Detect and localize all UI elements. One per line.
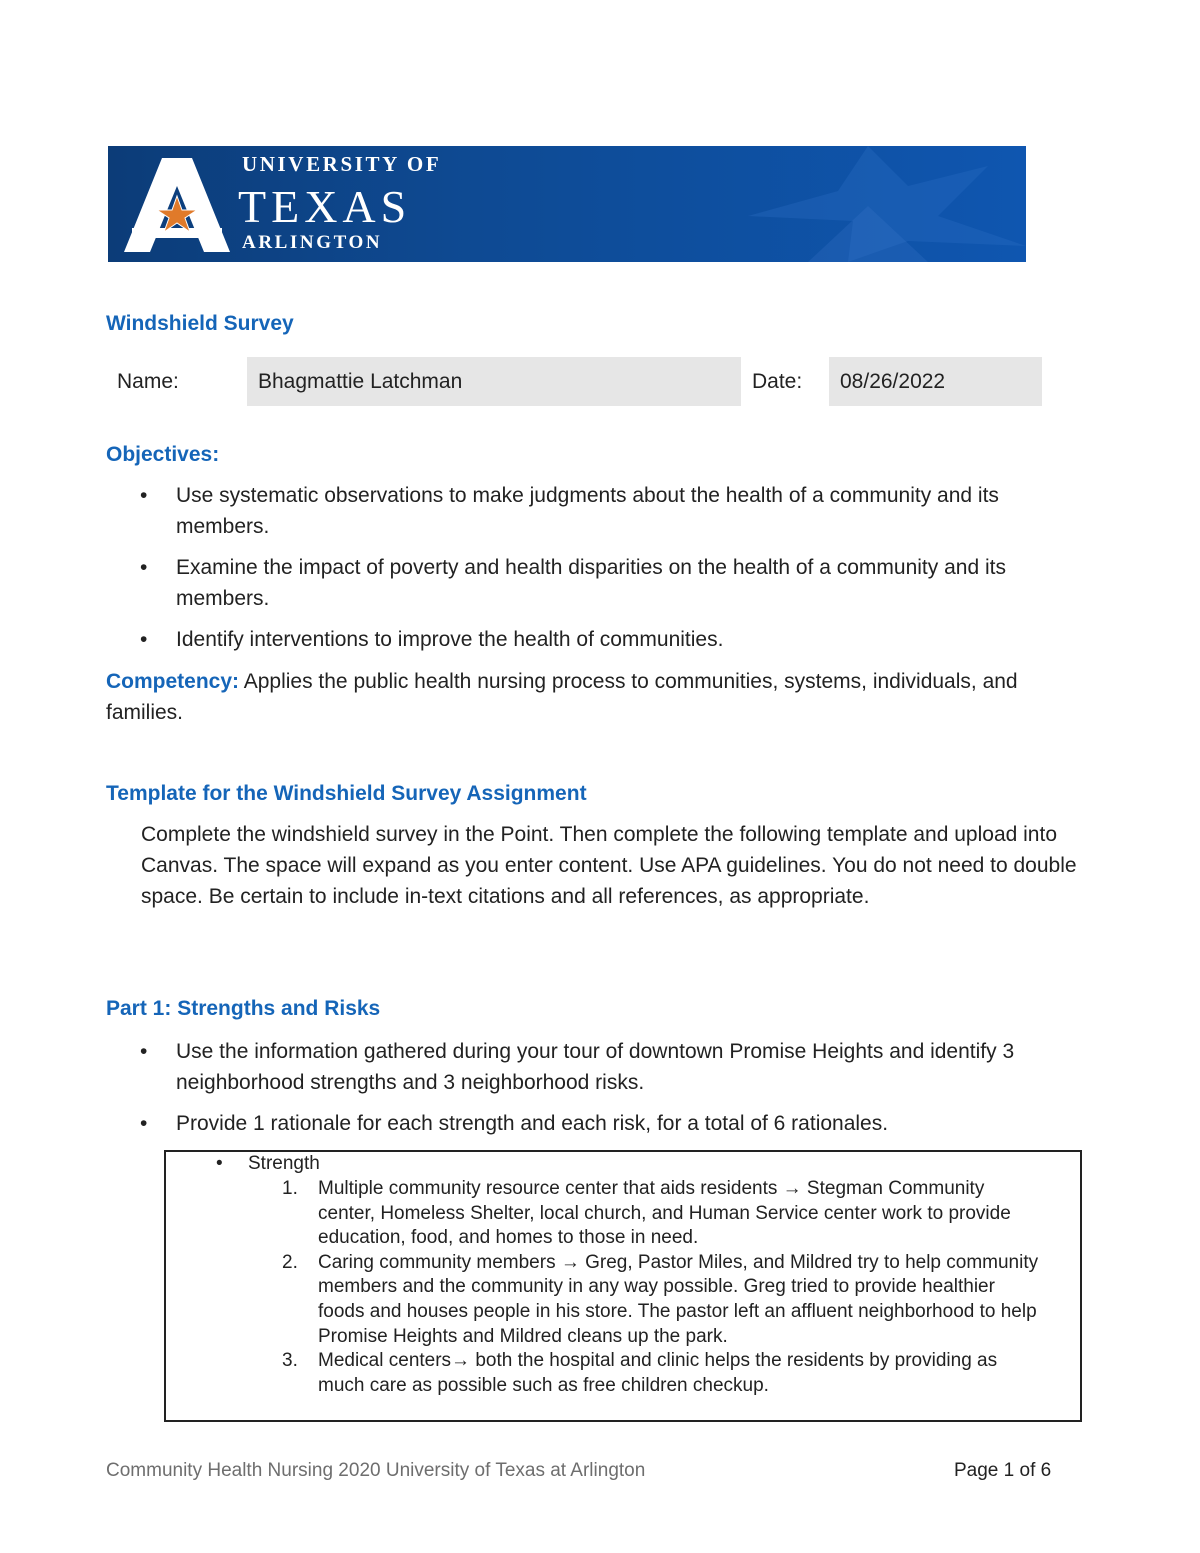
- objectives-heading: Objectives:: [106, 443, 220, 466]
- competency-paragraph: [106, 666, 1096, 728]
- list-item: • Use the information gathered during your tour of downtown Promise Heights and identify 3 neighborhood strengths and 3 neighborhood risks.: [106, 1036, 1096, 1098]
- footer-course-name: Community Health Nursing 2020 University of Texas at Arlington: [106, 1460, 646, 1481]
- list-item: [282, 1349, 1042, 1398]
- strength-heading: Strength: [248, 1153, 320, 1174]
- date-field[interactable]: 08/26/2022: [829, 357, 1042, 406]
- list-item: • Provide 1 rationale for each strength and each risk, for a total of 6 rationales.: [106, 1108, 1096, 1139]
- template-heading: Template for the Windshield Survey Assignment: [106, 782, 587, 805]
- university-banner: [108, 146, 1026, 262]
- uta-a-logo-icon: [122, 156, 232, 254]
- footer-page-number: Page 1 of 6: [954, 1460, 1052, 1481]
- page-title: Windshield Survey: [106, 312, 294, 335]
- list-number: 2.: [282, 1251, 298, 1273]
- list-item: • Identify interventions to improve the health of communities.: [106, 624, 1096, 655]
- list-text: Multiple community resource center that aids residents → Stegman Community center, Homeless Shelter, local church, and Human Service center work to provide education, food, and homes to those in need.: [318, 1178, 1011, 1249]
- list-text: Caring community members → Greg, Pastor Miles, and Mildred try to help community members and the community in any way possible. Greg tried to provide healthier foods and houses people in his store. The pastor left an affluent neighborhood to help Promise Heights and Mildred cleans up the park.: [318, 1251, 1039, 1347]
- competency-text: Applies the public health nursing process to communities, systems, individuals, and families.: [106, 670, 1018, 724]
- list-item: [282, 1251, 1042, 1349]
- list-text: Medical centers→ both the hospital and clinic helps the residents by providing as much care as possible such as free children checkup.: [318, 1350, 998, 1396]
- template-instructions: Complete the windshield survey in the Point. Then complete the following template and upload into Canvas. The space will expand as you enter content. Use APA guidelines. You do not need to double space. Be certain to include in-text citations and all references, as appropriate.: [141, 823, 1077, 908]
- part1-heading: Part 1: Strengths and Risks: [106, 997, 381, 1020]
- competency-label: Competency:: [106, 670, 240, 693]
- date-label: Date:: [752, 370, 803, 393]
- list-number: 3.: [282, 1350, 298, 1372]
- list-item: • Use systematic observations to make judgments about the health of a community and its members.: [106, 480, 1096, 542]
- strength-bullet: •: [216, 1153, 223, 1174]
- list-item: [282, 1177, 1042, 1251]
- strength-list: [282, 1177, 1042, 1398]
- answer-text-box[interactable]: [164, 1150, 1082, 1422]
- list-number: 1.: [282, 1178, 298, 1199]
- banner-arlington: ARLINGTON: [242, 232, 383, 253]
- banner-texas: TEXAS: [238, 181, 412, 232]
- part1-list: [106, 1036, 1096, 1149]
- banner-university-of: UNIVERSITY OF: [242, 152, 442, 176]
- list-item: • Examine the impact of poverty and health disparities on the health of a community and its members.: [106, 552, 1096, 614]
- name-label: Name:: [117, 370, 179, 393]
- name-field[interactable]: Bhagmattie Latchman: [247, 357, 741, 406]
- objectives-list: [106, 480, 1096, 665]
